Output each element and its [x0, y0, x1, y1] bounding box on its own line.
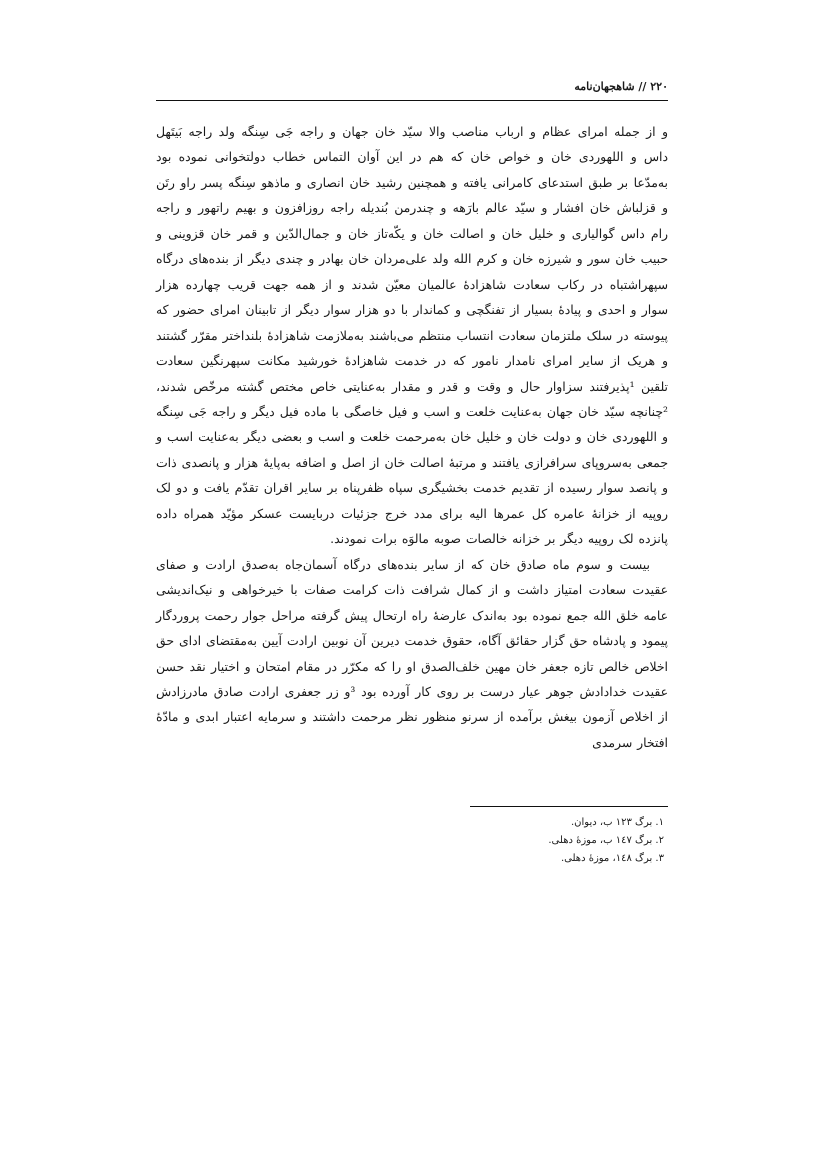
- body-text: [156, 119, 668, 755]
- running-head-text: ۲۲۰ // شاهجهان‌نامه: [574, 80, 668, 93]
- paragraph-1: و از جمله امرای عظام و ارباب مناصب والا سیّد خان جهان و راجه جَی سِنگه ولد راجه بَیتَهل داس و اللهوردی خان و خواص خان که هم در این آوان التماس خطاب دولتخوانی نموده بود به‌مدّعا بر طبق استدعای کامرانی یافته و همچنین رشید خان انصاری و ماذهو سِنگه پسر راو رتَن و قزلباش خان افشار و سیّد عالم بارَهه و چندرمن بُندیله راجه روزافزون و بهیم راتهور و راجه رام داس گوالیاری و خلیل خان و اصالت خان و یکّه‌تاز خان و جمال‌الدّین و قمر خان قزوینی و حبیب خان سور و شیرزه خان و کرم الله ولد علی‌مردان خان بهادر و چندی دیگر از بنده‌های درگاه سپهراشتباه در رکاب سعادت شاهزادهٔ عالمیان معیّن شدند و از همه جهت قریب چهارده هزار سوار و احدی و پیادهٔ بسیار از تفنگچی و کماندار با دو هزار سوار دیگر از تابینان امرای حضور که پیوسته در سلک ملتزمان سعادت انتساب منتظم می‌باشند به‌ملازمت شاهزادهٔ بلنداختر مقرّر گشتند و هریک از سایر امرای نامدار نامور که در خدمت شاهزادهٔ خورشید مکانت سپهرنگین سعادت تلقین ¹پذیرفتند سزاوار حال و وقت و قدر و مقدار به‌عنایتی خاص مختص گشته مرخّص شدند، ²چنانچه سیّد خان جهان به‌عنایت خلعت و اسب و فیل خاصگی با ماده فیل دیگر و راجه جَی سِنگه و اللهوردی خان و دولت خان و خلیل خان به‌مرحمت خلعت و اسب و بعضی دیگر به‌عنایت اسب و جمعی به‌سروپای سرافرازی یافتند و مرتبهٔ اصالت خان از اصل و اضافه به‌پایهٔ هزار و پانصدی ذات و پانصد سوار رسیده از تقدیم خدمت بخشیگری سپاه ظفرپناه بر سایر اقران تقدّم یافت و دو لک روپیه از خزانهٔ عامره کل عمرها الیه برای مدد خرج جزئیات دربایست عسکر مؤیّد همراه داده پانزده لک روپیه دیگر بر خزانه خالصات صوبه مالوَه برات نمودند.: [156, 124, 668, 547]
- footnotes: [156, 814, 668, 868]
- footnote-separator: [470, 806, 668, 807]
- footnote-3: ۳. برگ ۱٤۸، موزهٔ دهلی.: [560, 853, 664, 864]
- footnote-2: ۲. برگ ۱٤۷ ب، موزهٔ دهلی.: [548, 835, 664, 846]
- paragraph-2: بیست و سوم ماه صادق خان که از سایر بنده‌های درگاه آسمان‌جاه به‌صدق ارادت و صفای عقیدت سعادت امتیاز داشت و از کمال شرافت ذات کرامت صفات با خیرخواهی و نیک‌اندیشی عامه خلق الله جمع نموده بود به‌اندک عارضهٔ راه ارتحال پیش گرفته مراحل جوار رحمت پروردگار پیمود و پادشاه حق گزار حقائق آگاه، حقوق خدمت دیرین آن نوبین ارادت آیین به‌مقتضای ادای حق اخلاص خالص تازه جعفر خان مهین خلف‌الصدق او را که مکرّر در مقام امتحان و اختیار نقد حسن عقیدت خدادادش جوهر عیار درست بر روی کار آورده بود ³و زر جعفری ارادت صادق مادرزادش از اخلاص آزمون بیغش برآمده از سرنو منظور نظر مرحمت داشتند و سرمایه اعتبار ابدی و مادّهٔ افتخار سرمدی: [156, 556, 669, 750]
- footnote-1: ۱. برگ ۱۲۳ ب، دیوان.: [571, 817, 664, 828]
- running-head: [156, 76, 668, 101]
